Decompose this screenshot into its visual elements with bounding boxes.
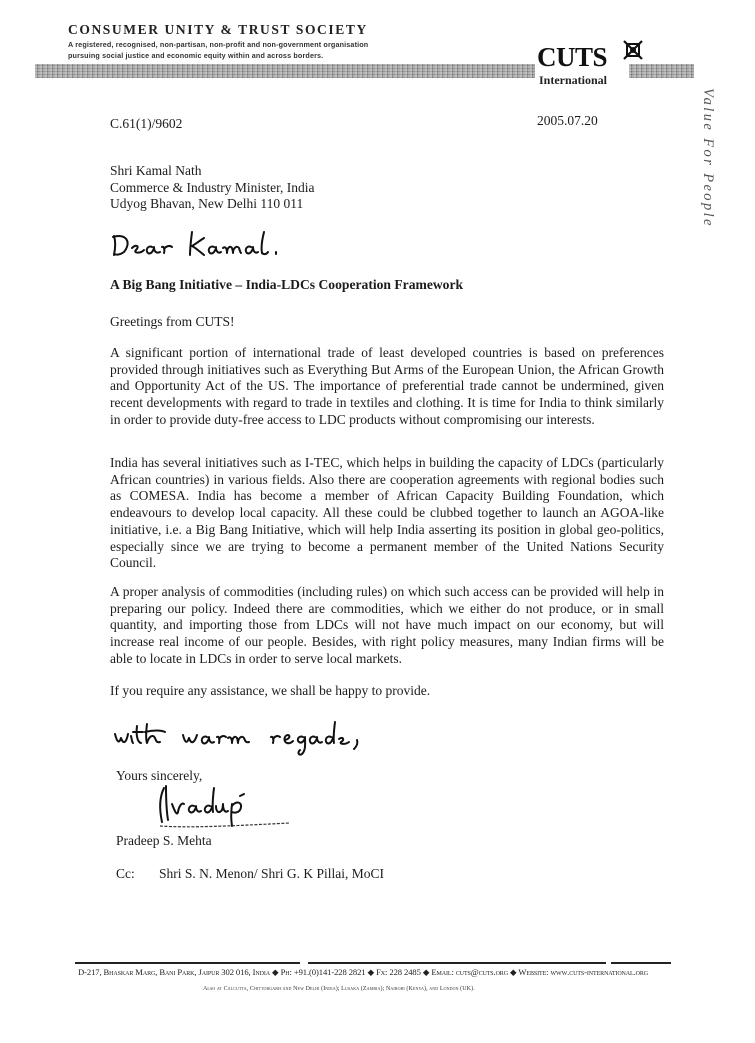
letter-subject: A Big Bang Initiative – India-LDCs Cooperation Framework [110, 277, 464, 292]
handwritten-signature [150, 782, 310, 830]
footer-divider-gap [606, 962, 611, 964]
side-tagline-text: Value For People [700, 88, 716, 228]
recipient-address [110, 163, 315, 213]
side-tagline [690, 88, 730, 248]
letter-date: 2005.07.20 [537, 113, 598, 128]
cuts-logo: CUTS [537, 42, 608, 72]
letterhead-banner-left [35, 64, 535, 78]
recipient-name: Shri Kamal Nath [110, 163, 202, 178]
recipient-title: Commerce & Industry Minister, India [110, 179, 315, 195]
footer-divider [75, 962, 671, 964]
logo-cross-emblem-icon [623, 40, 643, 60]
org-tagline-1: A registered, recognised, non-partisan, non-profit and non-government organisation [68, 40, 369, 49]
footer-contact-line: D-217, Bhaskar Marg, Bani Park, Jaipur 302 016, India ◆ Ph: +91.(0)141-228 2821 ◆ Fx: 228 2485 ◆ Email: cuts@cuts.org ◆ Website: www.cuts-international.org [78, 967, 649, 977]
body-paragraph-3: A proper analysis of commodities (including rules) on which such access can be provided will help in preparing our policy. Indeed there are commodities, which we either do not produce, or in small quantity, and importing those from LDCs will not have much impact on our economy, but will increase real income of our people. Besides, with right policy measures, many Indian firms will be able to locate in LDCs in order to serve local markets. [110, 584, 664, 666]
greeting: Greetings from CUTS! [110, 314, 235, 329]
recipient-street: Udyog Bhavan, New Delhi 110 011 [110, 196, 304, 211]
closing: Yours sincerely, [116, 768, 203, 783]
body-paragraph-4: If you require any assistance, we shall be happy to provide. [110, 683, 431, 698]
footer-offices-line: Also at Calcutta, Chittorgarh and New Delhi (India); Lusaka (Zambia); Nairobi (Kenya), and London (UK). [203, 986, 475, 992]
signer-name: Pradeep S. Mehta [116, 833, 212, 848]
logo-subtext: International [539, 73, 608, 87]
org-name: CONSUMER UNITY & TRUST SOCIETY [68, 22, 368, 37]
footer-divider-gap [300, 962, 308, 964]
handwritten-closing [113, 718, 393, 758]
cc-label: Cc: [116, 866, 135, 881]
org-tagline-2: pursuing social justice and economic equity within and across borders. [68, 51, 324, 60]
handwritten-salutation [110, 228, 350, 258]
letterhead-banner-right [629, 64, 694, 78]
body-paragraph-1: A significant portion of international trade of least developed countries is based on preferences provided through initiatives such as Everything But Arms of the European Union, the African Growth and Opportunity Act of the US. The importance of preferential trade cannot be undermined, given recent developments with regard to trade in textiles and clothing. It is time for India to think similarly in order to provide duty-free access to LDC products without compromising our interests. [110, 345, 664, 427]
cc-recipients: Shri S. N. Menon/ Shri G. K Pillai, MoCI [159, 866, 385, 881]
body-paragraph-2: India has several initiatives such as I-TEC, which helps in building the capacity of LDCs (particularly African countries) in various fields. Also there are cooperation agreements with regional bodies such as COMESA. India has become a member of African Capacity Building Foundation, which endeavours to develop local capacity. All these could be clubbed together to launch an AGOA-like initiative, i.e. a Big Bang Initiative, which will help India asserting its position in global geo-politics, especially since we are trying to become a permanent member of the United Nations Security Council. [110, 455, 664, 571]
reference-number: C.61(1)/9602 [110, 116, 183, 131]
